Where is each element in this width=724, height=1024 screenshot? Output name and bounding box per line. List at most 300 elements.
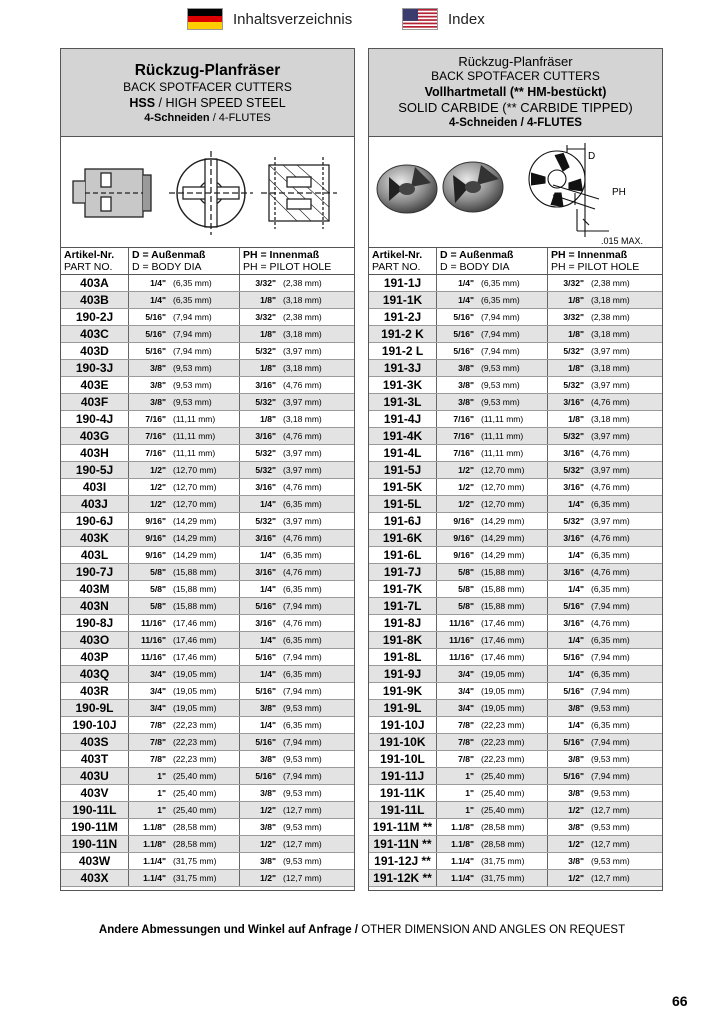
table-row [369,649,662,666]
body-dia-inch: 9/16" [453,533,474,543]
part-number-cell: 190-9L [61,700,129,716]
body-dia-inch: 11/16" [141,652,166,662]
body-dia-mm: (17,46 mm) [173,652,217,662]
body-dia-inch: 1/2" [150,465,166,475]
pilot-hole-cell [548,836,662,852]
body-dia-cell [129,734,240,750]
part-number-cell: 191-10J [369,717,437,733]
table-row [369,377,662,394]
part-number-cell: 191-9K [369,683,437,699]
pilot-hole-cell [548,751,662,767]
pilot-hole-mm: (7,94 mm) [591,737,630,747]
table-row [61,530,354,547]
body-dia-inch: 3/8" [458,380,474,390]
index-link[interactable] [402,6,485,32]
pilot-hole-cell [548,700,662,716]
body-dia-mm: (31,75 mm) [481,873,525,883]
part-number-cell: 191-2 K [369,326,437,342]
hss-cutter-panel [60,48,355,891]
pilot-hole-mm: (7,94 mm) [283,652,322,662]
body-dia-inch: 1.1/8" [143,822,166,832]
body-dia-mm: (22,23 mm) [481,720,525,730]
pilot-hole-inch: 1/4" [568,669,584,679]
body-dia-cell [437,564,548,580]
pilot-hole-mm: (9,53 mm) [591,703,630,713]
pilot-hole-mm: (7,94 mm) [283,737,322,747]
body-dia-mm: (14,29 mm) [481,533,525,543]
hss-title: Rückzug-Planfräser [134,62,281,79]
part-number-cell: 403G [61,428,129,444]
table-row [61,666,354,683]
body-dia-mm: (9,53 mm) [173,380,212,390]
table-row [61,275,354,292]
pilot-hole-mm: (9,53 mm) [283,754,322,764]
pilot-hole-mm: (9,53 mm) [283,703,322,713]
pilot-hole-inch: 1/2" [568,873,584,883]
part-number-cell: 403F [61,394,129,410]
table-row [61,853,354,870]
pilot-hole-mm: (12,7 mm) [283,805,322,815]
pilot-hole-inch: 3/16" [563,448,584,458]
pilot-hole-mm: (6,35 mm) [283,669,322,679]
pilot-hole-inch: 3/8" [568,822,584,832]
part-number-cell: 191-5J [369,462,437,478]
pilot-hole-cell [240,853,354,869]
pilot-hole-mm: (9,53 mm) [283,822,322,832]
part-number-cell: 190-5J [61,462,129,478]
page-number: 66 [672,993,688,1009]
body-dia-mm: (7,94 mm) [481,346,520,356]
body-dia-cell [129,564,240,580]
body-dia-mm: (6,35 mm) [481,295,520,305]
body-dia-inch: 5/8" [150,601,166,611]
body-dia-mm: (14,29 mm) [481,516,525,526]
table-row [369,360,662,377]
pilot-hole-cell [240,819,354,835]
body-dia-mm: (28,58 mm) [481,822,525,832]
body-dia-cell [129,836,240,852]
body-dia-inch: 3/4" [150,669,166,679]
pilot-hole-cell [548,479,662,495]
pilot-hole-inch: 1/4" [260,669,276,679]
body-dia-mm: (6,35 mm) [173,278,212,288]
body-dia-cell [129,462,240,478]
footer-note-sep: / [351,924,362,936]
pilot-hole-mm: (6,35 mm) [283,499,322,509]
pilot-hole-cell [240,530,354,546]
part-number-cell: 191-6L [369,547,437,563]
col-d-en: D = BODY DIA [132,261,202,273]
hss-cutter-technical-drawing [61,137,353,247]
part-number-cell: 191-2J [369,309,437,325]
pilot-hole-mm: (4,76 mm) [591,482,630,492]
body-dia-cell [437,343,548,359]
body-dia-inch: 5/16" [145,312,166,322]
body-dia-cell [129,394,240,410]
side-view-cutter-icon [73,169,151,217]
pilot-hole-inch: 5/16" [255,652,276,662]
body-dia-inch: 7/16" [145,414,166,424]
table-row [369,768,662,785]
pilot-hole-inch: 1/4" [260,720,276,730]
body-dia-mm: (14,29 mm) [481,550,525,560]
body-dia-mm: (22,23 mm) [173,737,217,747]
table-row [369,445,662,462]
col-ph-de: PH = Innenmaß [243,249,320,261]
pilot-hole-inch: 5/16" [563,652,584,662]
pilot-hole-mm: (3,97 mm) [283,516,322,526]
pilot-hole-cell [240,632,354,648]
table-row [369,547,662,564]
body-dia-cell [437,870,548,886]
pilot-hole-cell [240,445,354,461]
body-dia-mm: (12,70 mm) [481,482,525,492]
pilot-hole-cell [548,547,662,563]
hss-material-en: HIGH SPEED STEEL [165,96,286,110]
col-ph-de: PH = Innenmaß [551,249,628,261]
pilot-hole-mm: (6,35 mm) [283,720,322,730]
body-dia-cell [129,751,240,767]
body-dia-inch: 1/4" [150,295,166,305]
body-dia-inch: 3/8" [150,363,166,373]
body-dia-cell [437,377,548,393]
body-dia-mm: (19,05 mm) [173,686,217,696]
body-dia-mm: (11,11 mm) [481,431,524,441]
pilot-hole-cell [548,802,662,818]
pilot-hole-mm: (7,94 mm) [591,686,630,696]
part-number-cell: 191-8J [369,615,437,631]
pilot-hole-cell [240,683,354,699]
hss-material-de: HSS [129,96,156,110]
pilot-hole-inch: 1/2" [260,839,276,849]
part-number-cell: 403V [61,785,129,801]
top-navigation [0,6,724,32]
pilot-hole-inch: 5/32" [255,448,276,458]
pilot-hole-mm: (6,35 mm) [283,584,322,594]
pilot-hole-inch: 1/8" [568,295,584,305]
body-dia-cell [437,581,548,597]
body-dia-cell [437,802,548,818]
body-dia-mm: (14,29 mm) [173,533,217,543]
body-dia-cell [129,343,240,359]
pilot-hole-inch: 5/16" [255,601,276,611]
pilot-hole-mm: (4,76 mm) [283,482,322,492]
carbide-cutter-drawing [369,137,662,248]
pilot-hole-mm: (4,76 mm) [283,380,322,390]
body-dia-cell [129,785,240,801]
pilot-hole-inch: 3/8" [260,703,276,713]
body-dia-mm: (7,94 mm) [173,312,212,322]
pilot-hole-inch: 3/16" [563,482,584,492]
table-row [369,309,662,326]
pilot-hole-cell [548,717,662,733]
body-dia-cell [129,615,240,631]
body-dia-inch: 7/16" [453,448,474,458]
footer-note-en: OTHER DIMENSION AND ANGLES ON REQUEST [361,924,626,936]
pilot-hole-mm: (12,7 mm) [591,873,630,883]
pilot-hole-cell [548,445,662,461]
body-dia-inch: 7/8" [458,720,474,730]
part-number-cell: 191-4K [369,428,437,444]
carbide-cutter-illustration [369,137,661,247]
body-dia-mm: (28,58 mm) [173,839,217,849]
part-number-cell: 191-7K [369,581,437,597]
body-dia-inch: 5/16" [453,329,474,339]
pilot-hole-cell [548,870,662,886]
pilot-hole-cell [548,496,662,512]
part-number-cell: 191-8K [369,632,437,648]
pilot-hole-cell [548,666,662,682]
body-dia-mm: (6,35 mm) [173,295,212,305]
body-dia-cell [129,683,240,699]
part-number-cell: 191-12K ** [369,870,437,886]
body-dia-mm: (25,40 mm) [173,805,217,815]
body-dia-mm: (19,05 mm) [173,703,217,713]
body-dia-inch: 1/4" [458,278,474,288]
pilot-hole-mm: (9,53 mm) [591,788,630,798]
body-dia-mm: (25,40 mm) [481,788,525,798]
pilot-hole-inch: 1/8" [568,329,584,339]
body-dia-cell [129,530,240,546]
pilot-hole-cell [548,292,662,308]
body-dia-cell [129,275,240,291]
body-dia-mm: (17,46 mm) [173,635,217,645]
body-dia-inch: 5/8" [458,601,474,611]
part-number-cell: 403O [61,632,129,648]
pilot-hole-cell [548,649,662,665]
carbide-subtitle: BACK SPOTFACER CUTTERS [431,69,600,83]
body-dia-inch: 7/16" [453,414,474,424]
body-dia-cell [129,632,240,648]
table-row [369,819,662,836]
body-dia-inch: 1/2" [150,482,166,492]
pilot-hole-inch: 5/16" [255,771,276,781]
carbide-cutter-photo-1-icon [377,165,437,213]
part-number-cell: 403H [61,445,129,461]
body-dia-inch: 5/16" [145,346,166,356]
table-row [369,462,662,479]
body-dia-inch: 3/4" [458,686,474,696]
body-dia-cell [437,326,548,342]
part-number-cell: 403N [61,598,129,614]
pilot-hole-cell [240,326,354,342]
body-dia-mm: (9,53 mm) [481,397,520,407]
body-dia-mm: (11,11 mm) [173,448,216,458]
pilot-hole-inch: 5/16" [255,737,276,747]
pilot-hole-inch: 3/8" [568,856,584,866]
pilot-hole-mm: (2,38 mm) [283,312,322,322]
table-row [61,547,354,564]
pilot-hole-cell [240,547,354,563]
body-dia-cell [129,445,240,461]
body-dia-inch: 1" [465,788,474,798]
body-dia-mm: (31,75 mm) [173,873,217,883]
pilot-hole-cell [548,632,662,648]
col-part-number [369,248,437,274]
table-row [369,513,662,530]
table-row [61,836,354,853]
table-row [369,836,662,853]
pilot-hole-mm: (3,18 mm) [283,295,322,305]
body-dia-cell [437,309,548,325]
body-dia-inch: 3/4" [458,669,474,679]
body-dia-cell [437,683,548,699]
table-row [369,564,662,581]
body-dia-inch: 7/8" [150,754,166,764]
body-dia-cell [129,666,240,682]
pilot-hole-inch: 3/16" [563,397,584,407]
body-dia-cell [437,445,548,461]
table-row [369,802,662,819]
pilot-hole-cell [240,649,354,665]
body-dia-mm: (7,94 mm) [481,329,520,339]
pilot-hole-inch: 3/8" [568,788,584,798]
body-dia-inch: 3/8" [458,397,474,407]
pilot-hole-mm: (3,18 mm) [283,363,322,373]
pilot-hole-cell [240,564,354,580]
table-row [369,411,662,428]
part-number-cell: 191-6J [369,513,437,529]
pilot-hole-mm: (9,53 mm) [283,856,322,866]
carbide-cutter-panel [368,48,663,891]
table-row [61,717,354,734]
part-number-cell: 191-7L [369,598,437,614]
hss-flutes [61,111,354,125]
body-dia-inch: 1/2" [458,482,474,492]
body-dia-inch: 3/8" [150,397,166,407]
col-pilot-hole [240,248,354,274]
body-dia-cell [129,360,240,376]
part-number-cell: 190-7J [61,564,129,580]
part-number-cell: 403S [61,734,129,750]
body-dia-inch: 1.1/4" [451,873,474,883]
body-dia-mm: (12,70 mm) [173,482,217,492]
part-number-cell: 191-7J [369,564,437,580]
pilot-hole-cell [548,360,662,376]
pilot-hole-cell [548,530,662,546]
body-dia-cell [437,768,548,784]
body-dia-inch: 1.1/4" [143,856,166,866]
body-dia-cell [129,326,240,342]
table-row [61,819,354,836]
pilot-hole-inch: 5/16" [255,686,276,696]
table-row [61,564,354,581]
body-dia-cell [437,530,548,546]
body-dia-mm: (12,70 mm) [481,465,525,475]
pilot-hole-mm: (3,18 mm) [591,329,630,339]
pilot-hole-cell [548,309,662,325]
pilot-hole-mm: (12,7 mm) [591,805,630,815]
part-number-cell: 403T [61,751,129,767]
pilot-hole-inch: 1/2" [568,839,584,849]
body-dia-mm: (7,94 mm) [173,329,212,339]
body-dia-cell [129,717,240,733]
body-dia-inch: 5/8" [150,567,166,577]
table-row [61,496,354,513]
part-number-cell: 191-11L [369,802,437,818]
body-dia-mm: (11,11 mm) [481,414,524,424]
diagram-max-label: .015 MAX. [601,236,644,246]
pilot-hole-cell [240,309,354,325]
col-part-number [61,248,129,274]
col-d-de: D = Außenmaß [132,249,206,261]
carbide-column-headers [369,248,662,275]
footer-note [0,924,724,936]
part-number-cell: 191-6K [369,530,437,546]
body-dia-cell [129,700,240,716]
body-dia-inch: 3/8" [150,380,166,390]
pilot-hole-inch: 1/4" [568,550,584,560]
carbide-cutter-photo-2-icon [443,162,503,212]
body-dia-cell [129,649,240,665]
body-dia-cell [129,377,240,393]
part-number-cell: 190-2J [61,309,129,325]
table-row [61,598,354,615]
pilot-hole-mm: (12,7 mm) [591,839,630,849]
pilot-hole-cell [548,275,662,291]
body-dia-cell [129,870,240,886]
pilot-hole-inch: 1/8" [568,363,584,373]
pilot-hole-inch: 1/2" [260,805,276,815]
body-dia-inch: 1/4" [150,278,166,288]
part-number-cell: 191-8L [369,649,437,665]
pilot-hole-inch: 3/16" [563,567,584,577]
table-row [61,581,354,598]
part-number-cell: 191-11M ** [369,819,437,835]
body-dia-mm: (25,40 mm) [173,771,217,781]
pilot-hole-mm: (6,35 mm) [591,499,630,509]
part-number-cell: 403U [61,768,129,784]
body-dia-mm: (11,11 mm) [481,448,524,458]
table-row [61,309,354,326]
table-row [61,785,354,802]
part-number-cell: 403I [61,479,129,495]
table-row [369,666,662,683]
body-dia-mm: (17,46 mm) [481,635,525,645]
body-dia-mm: (19,05 mm) [481,686,525,696]
body-dia-cell [129,479,240,495]
body-dia-inch: 1" [465,771,474,781]
hss-subtitle: BACK SPOTFACER CUTTERS [123,80,292,94]
body-dia-mm: (17,46 mm) [481,618,525,628]
pilot-hole-cell [240,513,354,529]
pilot-hole-inch: 5/32" [563,465,584,475]
pilot-hole-inch: 3/16" [255,431,276,441]
pilot-hole-mm: (7,94 mm) [283,771,322,781]
body-dia-cell [129,513,240,529]
pilot-hole-cell [240,700,354,716]
body-dia-inch: 11/16" [449,635,474,645]
german-flag-icon [187,8,223,30]
part-number-cell: 190-10J [61,717,129,733]
body-dia-inch: 7/16" [145,431,166,441]
part-number-cell: 191-4J [369,411,437,427]
body-dia-cell [437,615,548,631]
pilot-hole-inch: 3/16" [563,618,584,628]
part-number-cell: 403C [61,326,129,342]
table-row [369,683,662,700]
table-row [369,598,662,615]
pilot-hole-mm: (4,76 mm) [283,618,322,628]
pilot-hole-cell [240,411,354,427]
table-row [61,292,354,309]
contents-link[interactable] [187,6,352,32]
table-row [61,683,354,700]
body-dia-mm: (15,88 mm) [481,601,525,611]
part-number-cell: 403P [61,649,129,665]
body-dia-mm: (25,40 mm) [173,788,217,798]
pilot-hole-mm: (7,94 mm) [283,601,322,611]
